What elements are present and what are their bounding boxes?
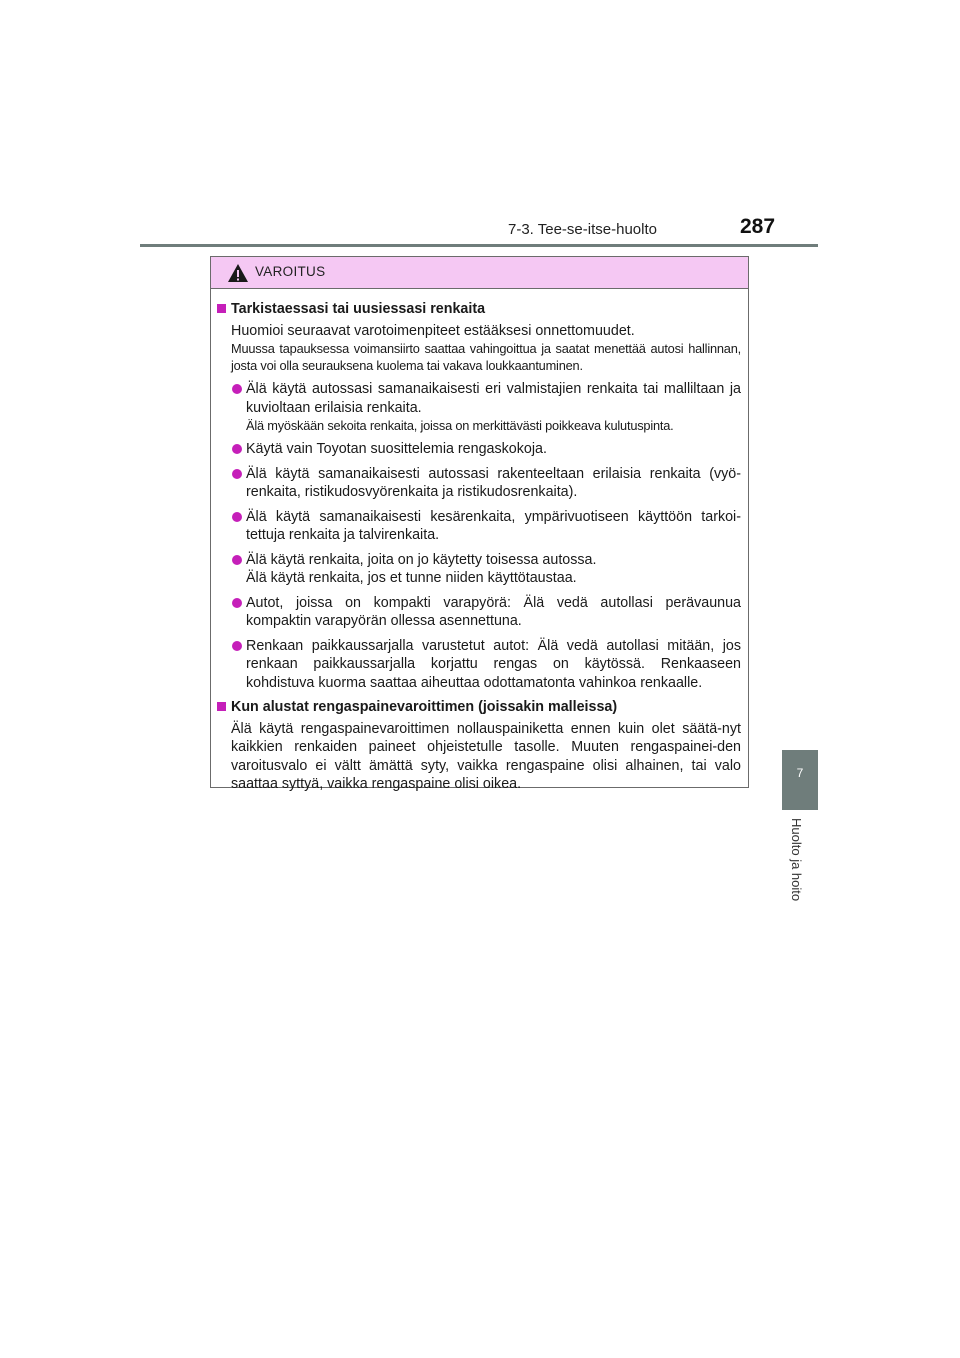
list-item-text-2: kohdistuva kuorma saattaa aiheuttaa odottamatonta vahinkoa renkaalle. <box>246 674 703 691</box>
list-item <box>217 508 741 545</box>
intro-text: Huomioi seuraavat varotoimenpiteet estääksesi onnettomuudet. <box>231 322 635 339</box>
bullet-dot-icon <box>232 641 242 651</box>
list-item-text: Renkaan paikkaussarjalla varustetut autot: Älä vedä autollasi mitään, jos renkaan paikkaussarjalla korjattu rengas on käytössä. Renkaaseen <box>246 637 741 672</box>
section-body: Älä käytä rengaspainevaroittimen nollauspainiketta ennen kuin olet säätä-nyt kaikkien renkaiden paineet ohjeistetulle tasolle. Muuten rengaspainei-den varoitusvalo ei vältt ämättä syty, vaikka rengaspaine olisi alhainen, tai valo saattaa syttyä, vaikka rengaspaine olisi oikea. <box>231 720 741 792</box>
warning-header <box>211 257 748 289</box>
list-item-text: Älä käytä samanaikaisesti autossasi rakenteeltaan erilaisia renkaita (vyö-renkaita, ristikudosvyörenkaita ja ristikudosrenkaita). <box>246 465 741 500</box>
bullet-dot-icon <box>232 555 242 565</box>
square-bullet-icon <box>217 702 226 711</box>
page-number: 287 <box>740 215 776 238</box>
warning-body <box>211 289 748 794</box>
warning-box <box>210 256 749 792</box>
list-item-text: Käytä vain Toyotan suosittelemia rengaskokoja. <box>246 441 547 457</box>
list-item-text: Älä käytä renkaita, joita on jo käytetty toisessa autossa. <box>246 551 597 568</box>
section-heading <box>217 698 741 717</box>
chapter-tab: 7 <box>782 750 818 810</box>
list-item-text-2: Älä käytä renkaita, jos et tunne niiden käyttötaustaa. <box>246 570 577 586</box>
list-item <box>217 594 741 631</box>
intro-detail: Muussa tapauksessa voimansiirto saattaa vahingoittua ja saatat menettää autosi hallinnan, josta voi olla seurauksena kuolema tai vakava loukkaantuminen. <box>231 341 741 373</box>
chapter-title: Huolto ja hoito <box>789 818 804 902</box>
section-title: 7-3. Tee-se-itse-huolto <box>508 221 657 238</box>
list-item <box>217 551 741 588</box>
list-item <box>217 380 741 434</box>
bullet-dot-icon <box>232 598 242 608</box>
warning-triangle-icon <box>227 263 249 283</box>
section-heading-text: Kun alustat rengaspainevaroittimen (joissakin malleissa) <box>231 699 618 715</box>
list-item-detail: Älä myöskään sekoita renkaita, joissa on merkittävästi poikkeava kulutuspinta. <box>246 418 674 433</box>
bullet-dot-icon <box>232 469 242 479</box>
list-item-text: Autot, joissa on kompakti varapyörä: Älä vedä autollasi perävaunua kompaktin varapyörän ollessa asennettuna. <box>246 594 741 629</box>
section-heading <box>217 300 741 319</box>
list-item <box>217 465 741 502</box>
section-heading-text: Tarkistaessasi tai uusiessasi renkaita <box>231 301 486 317</box>
list-item <box>217 440 741 459</box>
list-item-text: Älä käytä samanaikaisesti kesärenkaita, ympärivuotiseen käyttöön tarkoi-tettuja renkaita ja talvirenkaita. <box>246 508 741 543</box>
square-bullet-icon <box>217 304 226 313</box>
list-item-text: Älä käytä autossasi samanaikaisesti eri valmistajien renkaita tai malliltaan ja kuvioltaan erilaisia renkaita. <box>246 381 741 416</box>
bullet-dot-icon <box>232 384 242 394</box>
list-item <box>217 637 741 693</box>
header-rule <box>140 244 818 247</box>
warning-title: VAROITUS <box>255 264 326 279</box>
bullet-dot-icon <box>232 512 242 522</box>
bullet-dot-icon <box>232 444 242 454</box>
